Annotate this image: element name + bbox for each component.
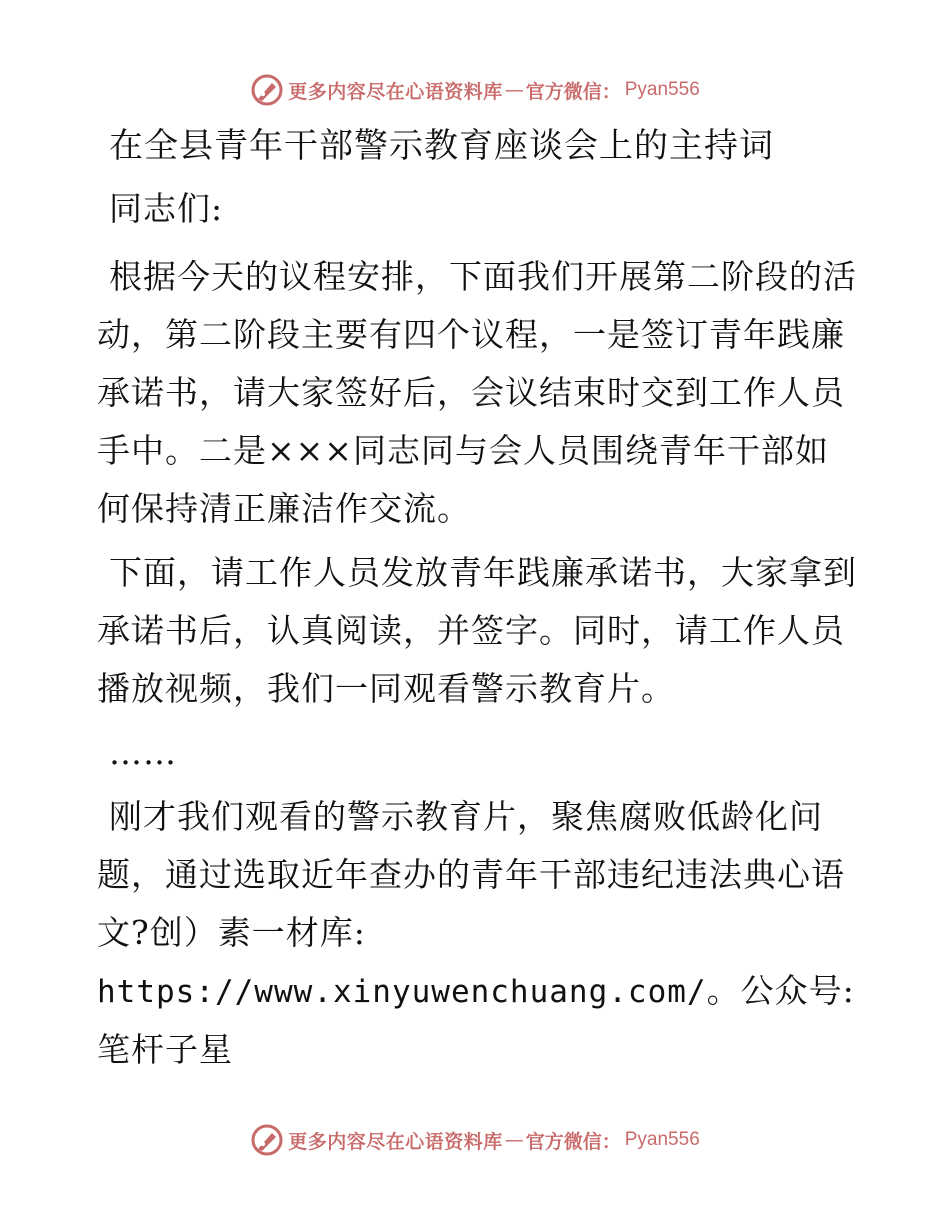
paragraph-2: 下面，请工作人员发放青年践廉承诺书，大家拿到承诺书后，认真阅读，并签字。同时，请工作人员播放视频，我们一同观看警示教育片。 xyxy=(97,553,857,708)
ellipsis-paragraph: …… xyxy=(109,733,177,772)
header-wechat-label: 官方微信： xyxy=(525,80,621,103)
header-banner-separator: — xyxy=(504,79,524,101)
document-body xyxy=(97,118,857,1085)
paragraph-4-text: 刚才我们观看的警示教育片，聚焦腐败低龄化问题，通过选取近年查办的青年干部违纪违法典心语文?创）素一材库: xyxy=(97,797,845,952)
footer-wechat-label: 官方微信： xyxy=(525,1130,621,1153)
website-link[interactable]: https://www.xinyuwenchuang.com/ xyxy=(97,974,707,1010)
footer-banner xyxy=(0,1120,950,1160)
header-banner-text: 更多内容尽在心语资料库 xyxy=(288,80,503,103)
public-account-text: 。公众号: 笔杆子星 xyxy=(97,971,855,1069)
paragraph-4 xyxy=(97,788,857,1079)
document-title: 在全县青年干部警示教育座谈会上的主持词 xyxy=(109,126,774,166)
pen-nib-logo-icon xyxy=(250,1123,284,1157)
header-banner xyxy=(0,70,950,110)
footer-banner-text: 更多内容尽在心语资料库 xyxy=(288,1130,503,1153)
greeting: 同志们: xyxy=(109,189,224,228)
header-wechat-id: Pyan556 xyxy=(624,79,700,100)
pen-nib-logo-icon xyxy=(250,73,284,107)
paragraph-1: 根据今天的议程安排，下面我们开展第二阶段的活动，第二阶段主要有四个议程，一是签订青年践廉承诺书，请大家签好后，会议结束时交到工作人员手中。二是×××同志同与会人员围绕青年干部如何保持清正廉洁作交流。 xyxy=(97,257,857,528)
footer-banner-separator: — xyxy=(504,1129,524,1151)
footer-wechat-id: Pyan556 xyxy=(624,1129,700,1150)
